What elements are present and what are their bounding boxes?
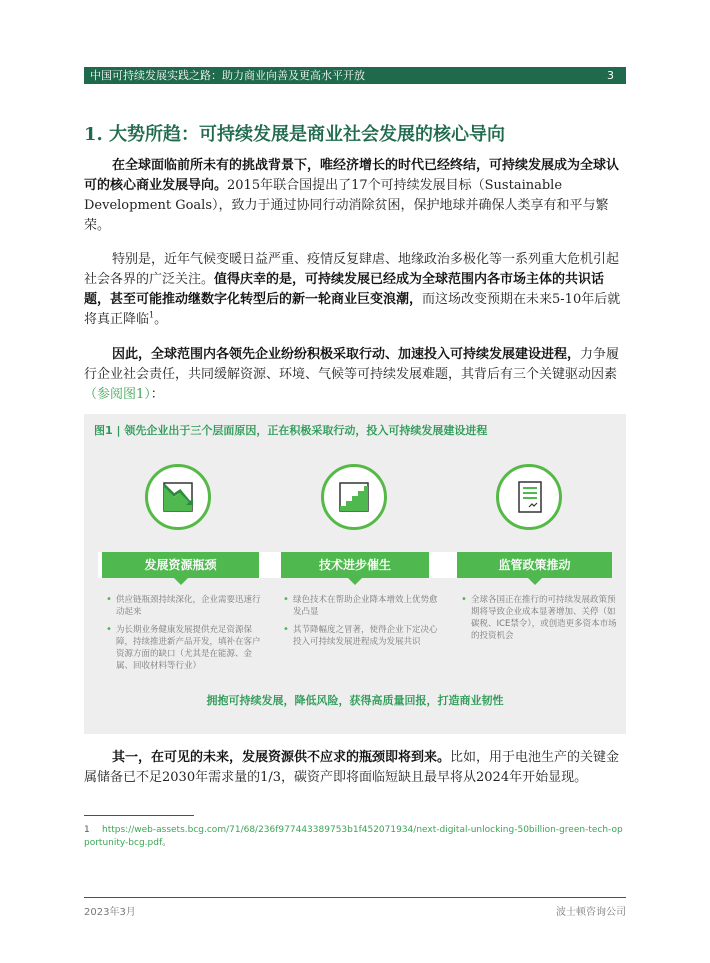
declining-chart-icon	[145, 464, 211, 530]
column-resource-bottleneck	[104, 594, 264, 678]
list-item: • 供应链瓶颈持续深化，企业需要迅速行动起来	[104, 594, 264, 618]
paragraph-2-period: 。	[154, 312, 168, 327]
paragraph-1-text: 2015年联合国提出了17个可持续发展目标（Sustainable Development Goals），致力于通过协同行动消除贫困，保护地球并确保人类享有和平与繁荣。	[84, 178, 609, 233]
paragraph-2-bold: 值得庆幸的是，可持续发展已经成为全球范围内各市场主体的共识话题，甚至可能推动继数字化转型后的新一轮商业巨变浪潮，	[84, 272, 605, 307]
paragraph-4-bold: 其一，在可见的未来，发展资源供不应求的瓶颈即将到来。	[112, 750, 451, 765]
footer-divider	[84, 897, 626, 898]
staircase-icon	[321, 464, 387, 530]
paragraph-4-text: 比如，用于电池生产的关键金属储备已不足2030年需求量的1/3，碳资产即将面临短缺且最早将从2024年开始显现。	[84, 750, 620, 785]
figure-1	[84, 414, 626, 734]
column-regulatory-policy	[459, 594, 619, 648]
column-tech-progress	[281, 594, 441, 654]
running-header	[84, 67, 626, 84]
paragraph-3-text: 力争履行企业社会责任，共同缓解资源、环境、气候等可持续发展难题，其背后有三个关键驱动因素	[84, 347, 620, 382]
list-item: • 绿色技术在帮助企业降本增效上优势愈发凸显	[281, 594, 441, 618]
footnote-number: 1	[84, 825, 90, 835]
footer-date: 2023年3月	[84, 907, 136, 918]
paragraph-3-bold: 因此，全球范围内各领先企业纷纷积极采取行动、加速投入可持续发展建设进程，	[112, 347, 581, 362]
tab-regulatory-policy: 监管政策推动	[457, 552, 612, 578]
footnote-end: 。	[162, 838, 172, 848]
running-header-title: 中国可持续发展实践之路：助力商业向善及更高水平开放	[90, 69, 365, 82]
page-number: 3	[607, 69, 614, 82]
list-item: • 为长期业务健康发展提供充足资源保障，持续推进新产品开发，填补在客户资源方面的缺口（尤其是在能源、金属、回收材料等行业）	[104, 624, 264, 672]
paragraph-3	[84, 345, 626, 405]
paragraph-1-bold: 在全球面临前所未有的挑战背景下，唯经济增长的时代已经终结，可持续发展成为全球认可的核心商业发展导向。	[84, 158, 620, 193]
footnote	[84, 824, 626, 850]
tab-tech-progress: 技术进步催生	[281, 552, 429, 578]
paragraph-4	[84, 748, 626, 788]
section-title: 1. 大势所趋：可持续发展是商业社会发展的核心导向	[84, 124, 506, 145]
figure-footer: 拥抱可持续发展，降低风险，获得高质量回报，打造商业韧性	[206, 694, 504, 707]
tab-resource-bottleneck: 发展资源瓶颈	[102, 552, 259, 578]
figure-reference-link[interactable]: （参阅图1）	[84, 387, 151, 402]
footer-organization: 波士顿咨询公司	[556, 907, 626, 918]
list-item: • 全球各国正在推行的可持续发展政策预期将导致企业成本显著增加、关停（如碳税、ICE禁令），或创造更多资本市场的投资机会	[459, 594, 619, 642]
footnote-url-link[interactable]: https://web-assets.bcg.com/71/68/236f977443389753b1f452071934/next-digital-unlocking-50billion-green-tech-opportunity-bcg.pdf	[84, 825, 623, 848]
paragraph-3-end: ：	[150, 387, 164, 402]
paragraph-2-start: 特别是，近年气候变暖日益严重、疫情反复肆虐、地缘政治多极化等一系列重大危机引起社会各界的广泛关注。	[84, 252, 620, 287]
policy-document-icon	[496, 464, 562, 530]
paragraph-2-end: 而这场改变预期在未来5-10年后就将真正降临	[84, 292, 621, 327]
figure-title: 图1 | 领先企业出于三个层面原因，正在积极采取行动，投入可持续发展建设进程	[94, 424, 488, 437]
footnote-ref[interactable]: 1	[149, 310, 155, 320]
footnote-divider	[84, 815, 194, 816]
list-item: • 其节降幅度之冒著，使得企业下定决心投入可持续发展进程成为发展共识	[281, 624, 441, 648]
paragraph-1	[84, 156, 626, 236]
paragraph-2	[84, 250, 626, 330]
